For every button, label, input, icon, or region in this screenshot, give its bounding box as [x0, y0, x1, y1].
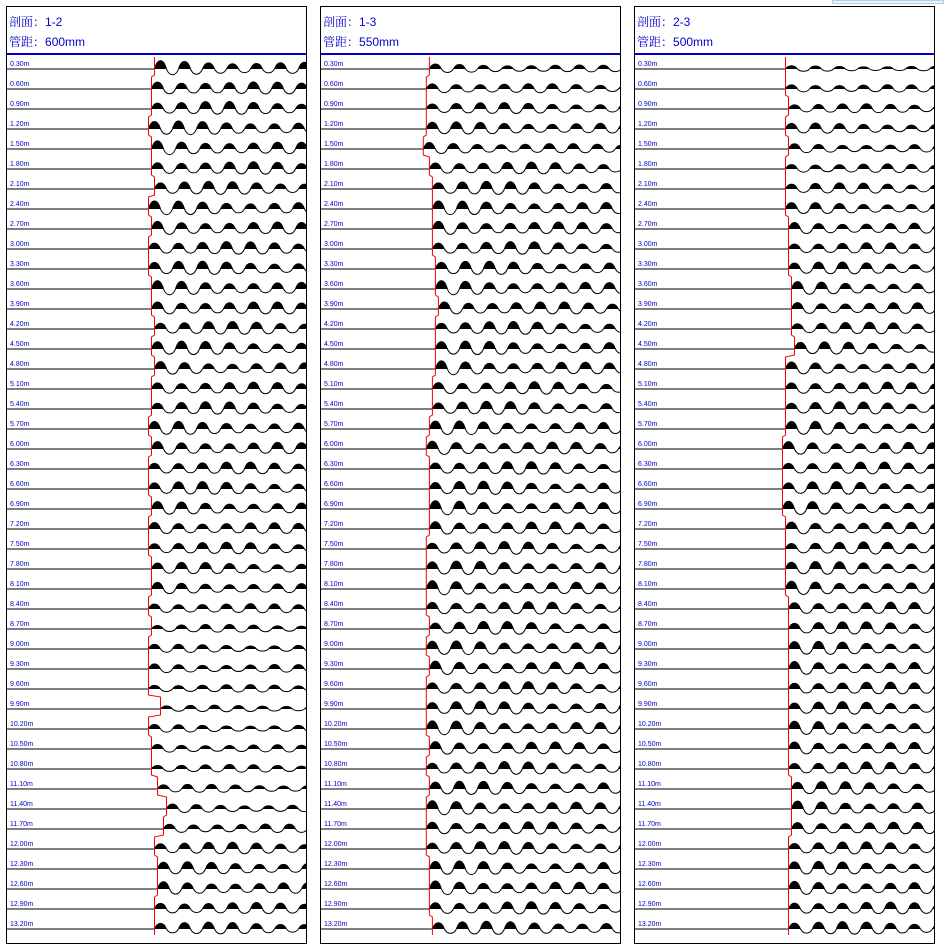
- waveform-plot: [7, 55, 307, 944]
- spacing-value: 550mm: [359, 35, 400, 49]
- depth-label: 3.00m: [324, 241, 344, 248]
- depth-label: 10.80m: [324, 761, 348, 768]
- depth-label: 13.20m: [10, 921, 34, 928]
- depth-label: 6.30m: [10, 461, 30, 468]
- depth-label: 1.50m: [324, 141, 344, 148]
- depth-label: 12.00m: [10, 841, 34, 848]
- depth-label: 7.50m: [638, 541, 658, 548]
- depth-label: 8.40m: [10, 601, 30, 608]
- waveform-positive-lobes: [786, 402, 936, 409]
- depth-label: 11.40m: [10, 801, 33, 808]
- waveform-positive-lobes: [426, 701, 621, 709]
- depth-label: 1.80m: [324, 161, 344, 168]
- waveform-positive-lobes: [152, 302, 308, 309]
- waveform-positive-lobes: [783, 442, 936, 449]
- depth-label: 2.70m: [10, 221, 30, 228]
- spacing-line: [637, 33, 713, 50]
- depth-label: 3.30m: [638, 261, 658, 268]
- waveform-trace: [321, 401, 621, 414]
- depth-label: 3.60m: [324, 281, 344, 288]
- waveform-positive-lobes: [789, 742, 936, 749]
- waveform-positive-lobes: [164, 824, 308, 829]
- depth-label: 1.20m: [10, 121, 30, 128]
- waveform-plot: [635, 55, 935, 944]
- depth-label: 12.60m: [638, 881, 662, 888]
- waveform-positive-lobes: [786, 421, 936, 429]
- waveform-positive-lobes: [429, 861, 621, 869]
- depth-label: 2.10m: [324, 181, 344, 188]
- depth-label: 0.30m: [638, 61, 658, 68]
- depth-label: 12.90m: [324, 901, 348, 908]
- depth-label: 9.00m: [324, 641, 344, 648]
- depth-label: 4.20m: [10, 321, 30, 328]
- waveform-positive-lobes: [792, 822, 936, 829]
- depth-label: 12.30m: [10, 861, 34, 868]
- depth-label: 7.20m: [638, 521, 658, 528]
- depth-label: 6.90m: [10, 501, 30, 508]
- waveform-positive-lobes: [432, 921, 612, 929]
- waveform-positive-lobes: [152, 281, 308, 289]
- depth-label: 1.80m: [638, 161, 658, 168]
- profile-header: [321, 7, 620, 55]
- depth-label: 5.70m: [324, 421, 344, 428]
- waveform-positive-lobes: [149, 542, 305, 549]
- waveform-positive-lobes: [426, 641, 621, 649]
- waveform-positive-lobes: [158, 862, 308, 869]
- depth-label: 4.20m: [638, 321, 658, 328]
- section-line: [637, 13, 690, 30]
- depth-label: 8.10m: [10, 581, 30, 588]
- depth-label: 12.60m: [10, 881, 34, 888]
- depth-label: 5.10m: [638, 381, 658, 388]
- waveform-positive-lobes: [792, 303, 936, 309]
- depth-label: 2.40m: [638, 201, 658, 208]
- depth-label: 7.50m: [324, 541, 344, 548]
- profile-header: [7, 7, 306, 55]
- depth-label: 9.00m: [10, 641, 30, 648]
- depth-label: 8.70m: [10, 621, 30, 628]
- waveform-positive-lobes: [789, 223, 936, 229]
- depth-label: 9.30m: [638, 661, 658, 668]
- depth-label: 11.40m: [324, 801, 347, 808]
- depth-label: 8.40m: [324, 601, 344, 608]
- profile-panel-1-3: [320, 6, 621, 944]
- waveform-positive-lobes: [149, 664, 305, 669]
- depth-label: 8.70m: [638, 621, 658, 628]
- waveform-positive-lobes: [429, 902, 621, 909]
- waveform-positive-lobes: [429, 64, 621, 69]
- depth-label: 0.90m: [324, 101, 344, 108]
- depth-label: 6.60m: [638, 481, 658, 488]
- depth-label: 6.00m: [638, 441, 658, 448]
- depth-label: 6.30m: [324, 461, 344, 468]
- waveform-positive-lobes: [426, 801, 621, 809]
- depth-label: 9.00m: [638, 641, 658, 648]
- depth-label: 2.10m: [10, 181, 30, 188]
- depth-label: 12.30m: [638, 861, 662, 868]
- depth-label: 4.80m: [638, 361, 658, 368]
- waveform-positive-lobes: [149, 725, 305, 729]
- section-prefix: 剖面：: [637, 15, 674, 29]
- waveform-positive-lobes: [149, 201, 305, 209]
- depth-label: 0.30m: [10, 61, 30, 68]
- depth-label: 10.20m: [638, 721, 662, 728]
- depth-label: 0.90m: [10, 101, 30, 108]
- waveform-positive-lobes: [149, 261, 305, 269]
- spacing-line: [323, 33, 399, 50]
- waveform-positive-lobes: [789, 721, 936, 729]
- depth-label: 5.40m: [324, 401, 344, 408]
- depth-label: 3.60m: [638, 281, 658, 288]
- waveform-trace: [7, 804, 307, 812]
- depth-label: 1.20m: [638, 121, 658, 128]
- spacing-line: [9, 33, 85, 50]
- waveform-positive-lobes: [786, 522, 936, 529]
- section-value: 1-2: [45, 15, 63, 29]
- spacing-value: 600mm: [45, 35, 86, 49]
- section-prefix: 剖面：: [9, 15, 46, 29]
- waveform-positive-lobes: [786, 85, 936, 89]
- depth-label: 13.20m: [324, 921, 348, 928]
- waveform-positive-lobes: [152, 82, 308, 89]
- waveform-positive-lobes: [429, 162, 621, 169]
- waveform-positive-lobes: [786, 382, 936, 389]
- depth-label: 10.50m: [638, 741, 662, 748]
- depth-label: 2.70m: [324, 221, 344, 228]
- waveform-positive-lobes: [432, 382, 612, 389]
- depth-label: 3.90m: [638, 301, 658, 308]
- waveform-trace: [635, 342, 935, 354]
- spacing-prefix: 管距：: [637, 35, 674, 49]
- waveform-positive-lobes: [149, 462, 305, 469]
- waveform-positive-lobes: [432, 242, 612, 249]
- waveform-positive-lobes: [152, 102, 308, 109]
- depth-label: 7.80m: [638, 561, 658, 568]
- waveform-positive-lobes: [429, 421, 621, 429]
- waveform-positive-lobes: [429, 621, 621, 629]
- waveform-trace: [321, 181, 621, 194]
- depth-label: 7.50m: [10, 541, 30, 548]
- spacing-value: 500mm: [673, 35, 714, 49]
- depth-label: 12.60m: [324, 881, 348, 888]
- profile-panel-2-3: [634, 6, 935, 944]
- waveform-positive-lobes: [432, 401, 612, 409]
- depth-label: 11.10m: [10, 781, 33, 788]
- waveform-plot: [321, 55, 621, 944]
- waveform-positive-lobes: [435, 361, 615, 369]
- depth-label: 12.00m: [324, 841, 348, 848]
- spacing-prefix: 管距：: [323, 35, 360, 49]
- depth-label: 13.20m: [638, 921, 662, 928]
- depth-label: 4.50m: [638, 341, 658, 348]
- depth-label: 1.20m: [324, 121, 344, 128]
- waveform-positive-lobes: [155, 362, 308, 369]
- depth-label: 0.90m: [638, 101, 658, 108]
- depth-label: 0.60m: [324, 81, 344, 88]
- depth-label: 4.50m: [10, 341, 30, 348]
- waveform-trace: [321, 201, 621, 215]
- depth-label: 3.60m: [10, 281, 30, 288]
- waveform-positive-lobes: [155, 902, 308, 909]
- depth-label: 11.70m: [10, 821, 33, 828]
- depth-label: 3.30m: [324, 261, 344, 268]
- depth-label: 3.30m: [10, 261, 30, 268]
- waveform-positive-lobes: [426, 721, 621, 729]
- depth-label: 9.30m: [324, 661, 344, 668]
- waveform-positive-lobes: [149, 482, 305, 489]
- depth-label: 2.40m: [324, 201, 344, 208]
- section-line: [9, 13, 62, 30]
- section-value: 1-3: [359, 15, 377, 29]
- depth-label: 2.40m: [10, 201, 30, 208]
- waveform-trace: [321, 242, 621, 254]
- section-value: 2-3: [673, 15, 691, 29]
- depth-label: 12.90m: [638, 901, 662, 908]
- depth-label: 9.30m: [10, 661, 30, 668]
- depth-label: 10.50m: [10, 741, 34, 748]
- depth-label: 11.70m: [324, 821, 347, 828]
- waveform-positive-lobes: [152, 582, 308, 589]
- waveform-positive-lobes: [426, 561, 621, 569]
- waveform-positive-lobes: [152, 502, 308, 509]
- waveform-positive-lobes: [149, 685, 305, 689]
- waveform-positive-lobes: [429, 481, 621, 489]
- waveform-positive-lobes: [789, 861, 936, 869]
- waveform-positive-lobes: [432, 181, 612, 189]
- depth-label: 5.10m: [324, 381, 344, 388]
- waveform-positive-lobes: [149, 421, 305, 429]
- depth-label: 8.10m: [638, 581, 658, 588]
- waveform-positive-lobes: [426, 581, 621, 589]
- depth-label: 6.90m: [638, 501, 658, 508]
- waveform-positive-lobes: [429, 501, 621, 509]
- profile-panel-1-2: [6, 6, 307, 944]
- waveform-positive-lobes: [155, 61, 308, 69]
- depth-label: 6.60m: [10, 481, 30, 488]
- waveform-positive-lobes: [152, 141, 308, 149]
- depth-label: 7.80m: [10, 561, 30, 568]
- depth-label: 11.10m: [638, 781, 661, 788]
- depth-label: 12.00m: [638, 841, 662, 848]
- waveform-trace: [321, 921, 621, 934]
- depth-label: 10.50m: [324, 741, 348, 748]
- depth-label: 2.70m: [638, 221, 658, 228]
- depth-label: 7.20m: [324, 521, 344, 528]
- waveform-trace: [321, 382, 621, 394]
- depth-label: 1.80m: [10, 161, 30, 168]
- waveform-positive-lobes: [786, 183, 936, 189]
- depth-label: 8.10m: [324, 581, 344, 588]
- depth-label: 3.00m: [10, 241, 30, 248]
- waveform-positive-lobes: [149, 604, 305, 609]
- waveform-positive-lobes: [158, 784, 308, 789]
- depth-label: 5.10m: [10, 381, 30, 388]
- depth-label: 2.10m: [638, 181, 658, 188]
- depth-label: 0.60m: [638, 81, 658, 88]
- depth-label: 5.40m: [638, 401, 658, 408]
- depth-label: 12.90m: [10, 901, 34, 908]
- waveform-positive-lobes: [792, 782, 936, 789]
- waveform-positive-lobes: [152, 221, 308, 229]
- depth-label: 3.00m: [638, 241, 658, 248]
- depth-label: 8.70m: [324, 621, 344, 628]
- depth-label: 4.80m: [324, 361, 344, 368]
- profile-header: [635, 7, 934, 55]
- depth-label: 1.50m: [10, 141, 30, 148]
- waveform-positive-lobes: [429, 462, 621, 469]
- waveform-positive-lobes: [438, 302, 618, 309]
- depth-label: 9.60m: [10, 681, 30, 688]
- waveform-positive-lobes: [432, 221, 612, 229]
- depth-label: 3.90m: [324, 301, 344, 308]
- depth-label: 4.50m: [324, 341, 344, 348]
- spacing-prefix: 管距：: [9, 35, 46, 49]
- waveform-positive-lobes: [429, 781, 621, 789]
- depth-label: 7.20m: [10, 521, 30, 528]
- depth-label: 9.90m: [10, 701, 30, 708]
- waveform-trace: [321, 361, 621, 375]
- depth-label: 6.00m: [10, 441, 30, 448]
- waveform-positive-lobes: [435, 281, 615, 289]
- depth-label: 6.90m: [324, 501, 344, 508]
- depth-label: 8.40m: [638, 601, 658, 608]
- waveform-positive-lobes: [783, 501, 936, 509]
- depth-label: 1.50m: [638, 141, 658, 148]
- waveform-positive-lobes: [786, 562, 936, 569]
- depth-label: 9.60m: [638, 681, 658, 688]
- waveform-positive-lobes: [155, 321, 308, 329]
- depth-label: 5.70m: [10, 421, 30, 428]
- waveform-positive-lobes: [426, 122, 621, 129]
- waveform-positive-lobes: [149, 644, 305, 649]
- waveform-positive-lobes: [152, 765, 308, 769]
- depth-label: 10.20m: [324, 721, 348, 728]
- depth-label: 11.10m: [324, 781, 347, 788]
- section-line: [323, 13, 376, 30]
- depth-label: 3.90m: [10, 301, 30, 308]
- window-top-edge: [832, 0, 944, 4]
- section-prefix: 剖面：: [323, 15, 360, 29]
- depth-label: 10.80m: [10, 761, 34, 768]
- depth-label: 11.70m: [638, 821, 661, 828]
- depth-label: 12.30m: [324, 861, 348, 868]
- waveform-positive-lobes: [149, 242, 305, 249]
- depth-label: 5.40m: [10, 401, 30, 408]
- waveform-positive-lobes: [786, 123, 936, 129]
- waveform-positive-lobes: [149, 121, 305, 129]
- depth-label: 6.30m: [638, 461, 658, 468]
- waveform-positive-lobes: [789, 641, 936, 649]
- waveform-positive-lobes: [152, 624, 308, 629]
- depth-label: 0.60m: [10, 81, 30, 88]
- depth-label: 0.30m: [324, 61, 344, 68]
- depth-label: 6.60m: [324, 481, 344, 488]
- depth-label: 7.80m: [324, 561, 344, 568]
- depth-label: 11.40m: [638, 801, 661, 808]
- waveform-positive-lobes: [152, 442, 308, 449]
- depth-label: 10.20m: [10, 721, 34, 728]
- waveform-positive-lobes: [786, 203, 936, 209]
- depth-label: 9.90m: [638, 701, 658, 708]
- waveform-trace: [321, 221, 621, 234]
- waveform-positive-lobes: [435, 321, 615, 329]
- depth-label: 9.90m: [324, 701, 344, 708]
- waveform-trace: [321, 321, 621, 334]
- depth-label: 4.80m: [10, 361, 30, 368]
- depth-label: 5.70m: [638, 421, 658, 428]
- waveform-positive-lobes: [152, 382, 308, 389]
- depth-label: 9.60m: [324, 681, 344, 688]
- depth-label: 4.20m: [324, 321, 344, 328]
- depth-label: 10.80m: [638, 761, 662, 768]
- waveform-positive-lobes: [167, 804, 299, 809]
- waveform-positive-lobes: [795, 342, 927, 349]
- depth-label: 6.00m: [324, 441, 344, 448]
- waveform-positive-lobes: [783, 462, 936, 469]
- waveform-positive-lobes: [152, 402, 308, 409]
- waveform-positive-lobes: [152, 162, 308, 169]
